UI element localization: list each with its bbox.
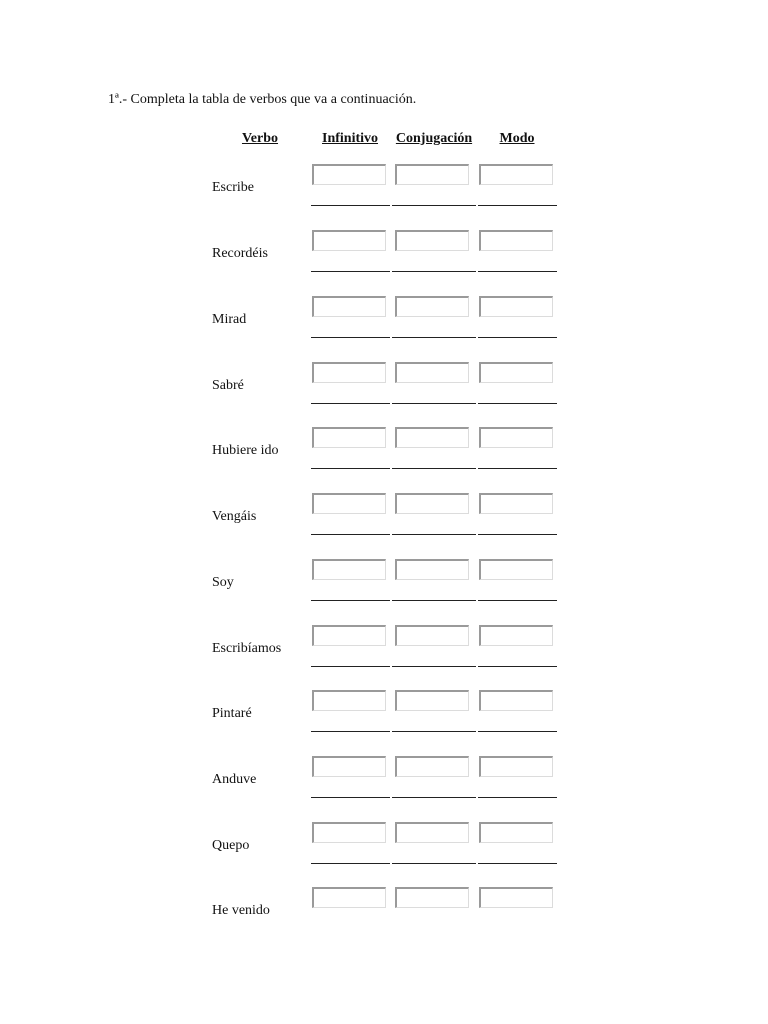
- conjugacion-answer-line: [392, 600, 476, 601]
- infinitivo-input[interactable]: [312, 493, 386, 514]
- modo-input[interactable]: [479, 230, 553, 251]
- modo-input[interactable]: [479, 493, 553, 514]
- conjugacion-input[interactable]: [395, 559, 469, 580]
- conjugacion-answer-line: [392, 863, 476, 864]
- table-row: [0, 230, 768, 280]
- table-row: [0, 559, 768, 609]
- conjugacion-answer-line: [392, 797, 476, 798]
- verb-label: Escribe: [212, 180, 254, 195]
- infinitivo-answer-line: [311, 468, 390, 469]
- infinitivo-answer-line: [311, 863, 390, 864]
- infinitivo-answer-line: [311, 666, 390, 667]
- exercise-instruction: 1ª.- Completa la tabla de verbos que va a continuación.: [108, 92, 417, 107]
- infinitivo-input[interactable]: [312, 887, 386, 908]
- modo-answer-line: [478, 534, 557, 535]
- infinitivo-answer-line: [311, 731, 390, 732]
- conjugacion-input[interactable]: [395, 887, 469, 908]
- header-conjugacion: Conjugación: [395, 131, 473, 146]
- verb-label: Hubiere ido: [212, 443, 279, 458]
- modo-input[interactable]: [479, 362, 553, 383]
- table-row: [0, 690, 768, 740]
- infinitivo-answer-line: [311, 534, 390, 535]
- infinitivo-answer-line: [311, 271, 390, 272]
- modo-answer-line: [478, 600, 557, 601]
- modo-input[interactable]: [479, 822, 553, 843]
- conjugacion-input[interactable]: [395, 493, 469, 514]
- modo-answer-line: [478, 468, 557, 469]
- header-verbo: Verbo: [241, 131, 279, 146]
- table-row: [0, 822, 768, 872]
- modo-answer-line: [478, 666, 557, 667]
- modo-input[interactable]: [479, 164, 553, 185]
- infinitivo-input[interactable]: [312, 625, 386, 646]
- modo-input[interactable]: [479, 690, 553, 711]
- modo-answer-line: [478, 337, 557, 338]
- verb-label: Mirad: [212, 312, 247, 327]
- infinitivo-answer-line: [311, 797, 390, 798]
- infinitivo-input[interactable]: [312, 559, 386, 580]
- infinitivo-input[interactable]: [312, 230, 386, 251]
- table-row: [0, 887, 768, 937]
- modo-input[interactable]: [479, 559, 553, 580]
- infinitivo-input[interactable]: [312, 164, 386, 185]
- modo-input[interactable]: [479, 887, 553, 908]
- table-row: [0, 625, 768, 675]
- conjugacion-answer-line: [392, 534, 476, 535]
- conjugacion-answer-line: [392, 337, 476, 338]
- modo-input[interactable]: [479, 625, 553, 646]
- infinitivo-input[interactable]: [312, 296, 386, 317]
- verb-label: Sabré: [212, 378, 244, 393]
- conjugacion-input[interactable]: [395, 690, 469, 711]
- verb-label: Quepo: [212, 838, 250, 853]
- infinitivo-answer-line: [311, 205, 390, 206]
- modo-answer-line: [478, 731, 557, 732]
- conjugacion-input[interactable]: [395, 822, 469, 843]
- verb-label: Recordéis: [212, 246, 268, 261]
- verb-label: He venido: [212, 903, 270, 918]
- conjugacion-answer-line: [392, 271, 476, 272]
- conjugacion-input[interactable]: [395, 296, 469, 317]
- table-header: [0, 131, 768, 151]
- infinitivo-input[interactable]: [312, 690, 386, 711]
- table-row: [0, 756, 768, 806]
- table-row: [0, 296, 768, 346]
- verb-label: Soy: [212, 575, 234, 590]
- conjugacion-input[interactable]: [395, 625, 469, 646]
- verb-label: Pintaré: [212, 706, 252, 721]
- modo-input[interactable]: [479, 756, 553, 777]
- table-row: [0, 362, 768, 412]
- infinitivo-input[interactable]: [312, 427, 386, 448]
- modo-answer-line: [478, 797, 557, 798]
- infinitivo-input[interactable]: [312, 362, 386, 383]
- conjugacion-answer-line: [392, 403, 476, 404]
- conjugacion-answer-line: [392, 468, 476, 469]
- table-row: [0, 427, 768, 477]
- table-row: [0, 164, 768, 214]
- conjugacion-answer-line: [392, 205, 476, 206]
- modo-answer-line: [478, 271, 557, 272]
- table-row: [0, 493, 768, 543]
- verb-label: Anduve: [212, 772, 257, 787]
- infinitivo-answer-line: [311, 600, 390, 601]
- verb-label: Vengáis: [212, 509, 257, 524]
- modo-input[interactable]: [479, 296, 553, 317]
- header-infinitivo: Infinitivo: [321, 131, 379, 146]
- infinitivo-answer-line: [311, 403, 390, 404]
- infinitivo-input[interactable]: [312, 756, 386, 777]
- conjugacion-input[interactable]: [395, 427, 469, 448]
- conjugacion-input[interactable]: [395, 756, 469, 777]
- infinitivo-answer-line: [311, 337, 390, 338]
- modo-answer-line: [478, 205, 557, 206]
- conjugacion-answer-line: [392, 666, 476, 667]
- modo-answer-line: [478, 403, 557, 404]
- infinitivo-input[interactable]: [312, 822, 386, 843]
- conjugacion-answer-line: [392, 731, 476, 732]
- header-modo: Modo: [499, 131, 535, 146]
- modo-answer-line: [478, 863, 557, 864]
- conjugacion-input[interactable]: [395, 230, 469, 251]
- verb-label: Escribíamos: [212, 641, 282, 656]
- conjugacion-input[interactable]: [395, 362, 469, 383]
- conjugacion-input[interactable]: [395, 164, 469, 185]
- modo-input[interactable]: [479, 427, 553, 448]
